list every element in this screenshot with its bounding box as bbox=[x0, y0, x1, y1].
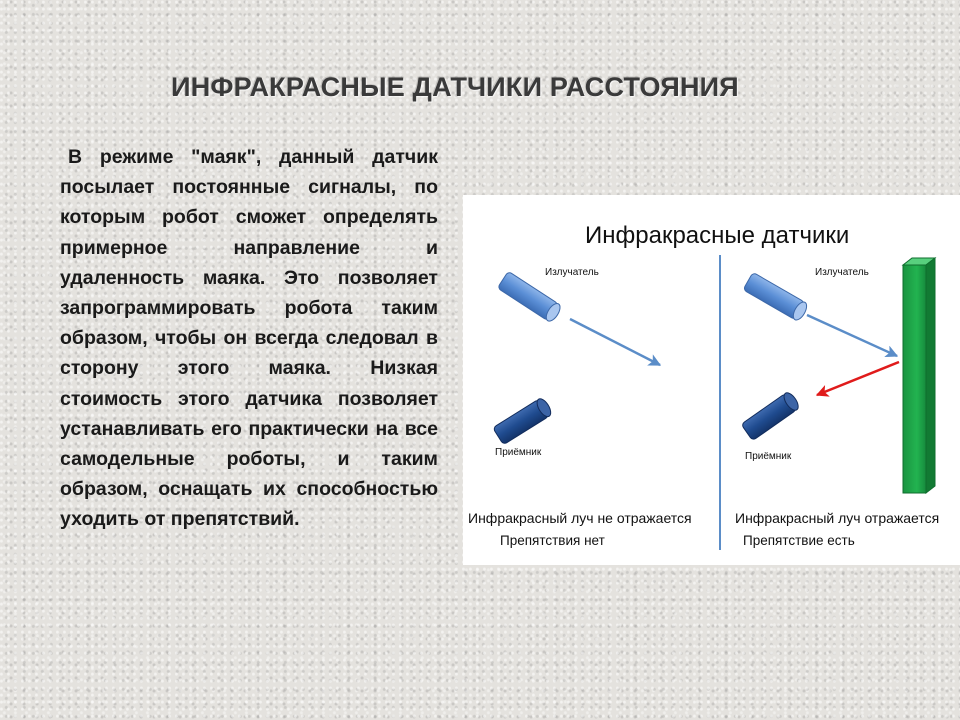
slide-title: ИНФРАКРАСНЫЕ ДАТЧИКИ РАССТОЯНИЯ bbox=[171, 72, 739, 102]
right-receiver-label: Приёмник bbox=[745, 451, 792, 462]
left-emitter-label: Излучатель bbox=[545, 267, 599, 278]
ir-sensor-diagram bbox=[463, 195, 960, 565]
left-subcaption: Препятствия нет bbox=[500, 533, 605, 548]
diagram-title: Инфракрасные датчики bbox=[585, 222, 850, 249]
reflected-beam-arrow bbox=[817, 362, 899, 395]
left-emitter-icon bbox=[497, 271, 562, 323]
right-beam-arrow bbox=[807, 315, 897, 356]
body-text: В режиме "маяк", данный датчик посылает постоянные сигналы, по которым робот сможет определять примерное направление и удаленность маяка. Это позволяет запрограммировать робота таким образом, чтобы он всегда следовал в сторону этого маяка. Низкая стоимость этого датчика позволяет устанавливать его практически на все самодельные роботы, и таким образом, оснащать их способностью уходить от препятствий. bbox=[60, 146, 438, 531]
left-receiver-icon bbox=[493, 397, 554, 445]
left-beam-arrow bbox=[570, 319, 660, 365]
right-emitter-label: Излучатель bbox=[815, 267, 869, 278]
left-receiver-label: Приёмник bbox=[495, 447, 542, 458]
right-receiver-icon bbox=[741, 390, 801, 440]
right-subcaption: Препятствие есть bbox=[743, 533, 855, 548]
diagram-panel bbox=[463, 195, 960, 565]
right-caption: Инфракрасный луч отражается bbox=[735, 510, 940, 526]
obstacle-wall bbox=[903, 258, 935, 493]
left-caption: Инфракрасный луч не отражается bbox=[468, 510, 692, 526]
right-emitter-icon bbox=[743, 272, 809, 322]
